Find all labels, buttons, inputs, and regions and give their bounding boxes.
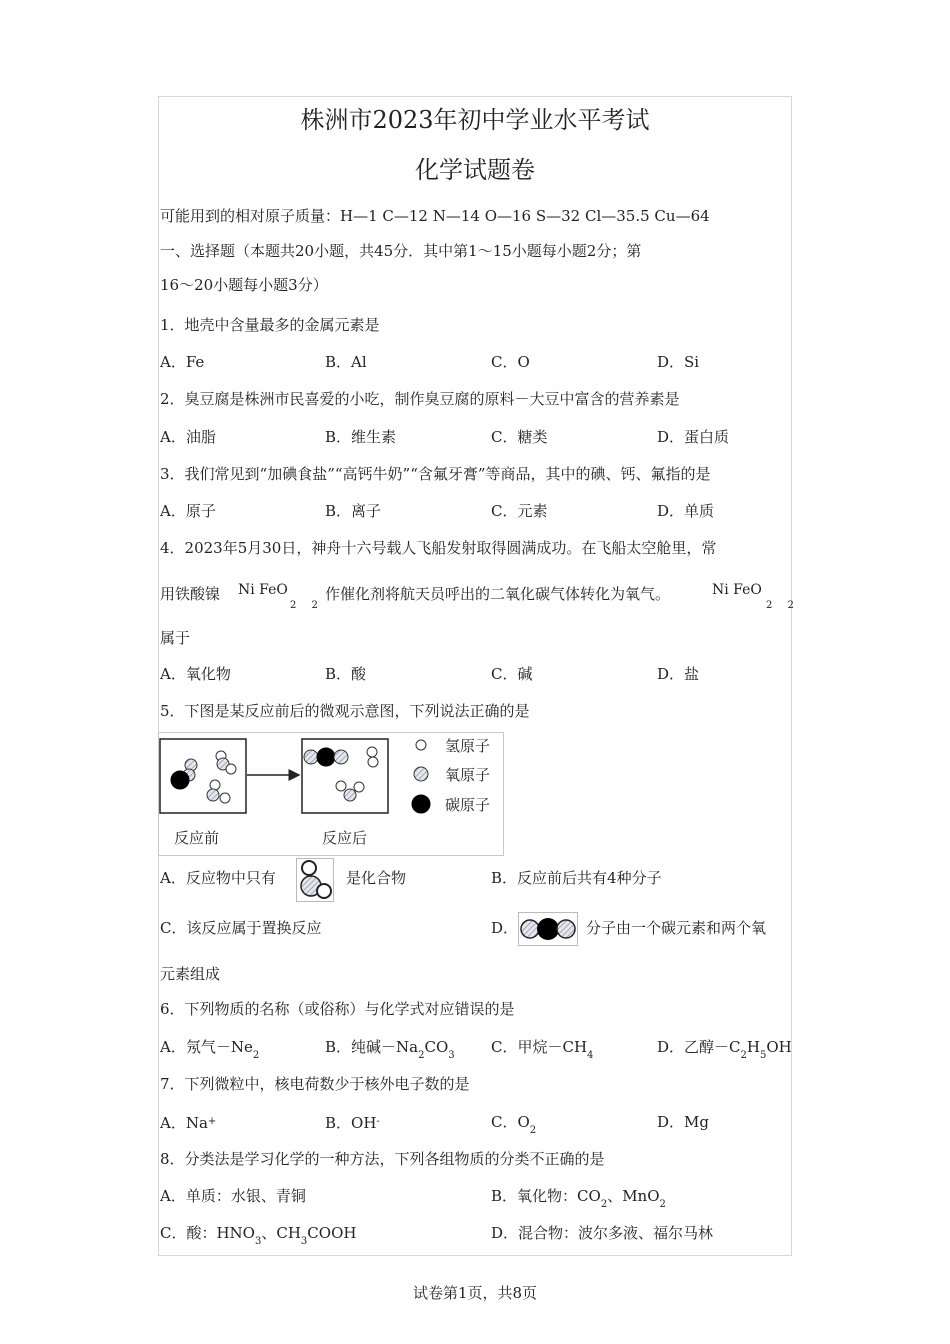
reaction-diagram	[158, 732, 504, 856]
q3-option-d[interactable]: D．单质	[657, 502, 715, 520]
q5-option-d-cont: 元素组成	[160, 965, 221, 983]
q8-option-c[interactable]	[160, 1223, 356, 1252]
q5-option-a-text: 是化合物	[346, 869, 407, 887]
q1-option-c[interactable]: C．O	[491, 353, 530, 371]
q7-a-text: A．Na	[160, 1114, 208, 1132]
oxygen-atom	[334, 750, 348, 764]
q6-stem: 6．下列物质的名称（或俗称）与化学式对应错误的是	[160, 1000, 515, 1018]
q4-formula-2: Ni FeO	[712, 582, 762, 598]
legend-hydrogen-label: 氢原子	[445, 737, 491, 755]
q2-option-d[interactable]: D．蛋白质	[657, 428, 730, 446]
q7-option-c[interactable]	[491, 1112, 536, 1141]
hydrogen-atom	[367, 747, 377, 757]
q8-b-mid: 、MnO	[607, 1187, 660, 1205]
q6-b-mid: CO	[424, 1038, 449, 1056]
atomic-masses: 可能用到的相对原子质量：H—1 C—12 N—14 O—16 S—32 Cl—35.5 Cu—64	[160, 207, 710, 225]
q1-option-b[interactable]: B．Al	[325, 353, 367, 371]
q8-b-sub1: 2	[600, 1199, 608, 1210]
q8-c-sub1: 3	[254, 1236, 262, 1247]
q4-formula-1-subs: 2 2	[290, 600, 324, 611]
q7-b-text: B．OH	[325, 1114, 377, 1132]
q8-stem: 8．分类法是学习化学的一种方法，下列各组物质的分类不正确的是	[160, 1150, 605, 1168]
oxygen-atom	[344, 789, 356, 801]
legend-carbon-icon	[412, 795, 430, 813]
q6-a-sub: 2	[252, 1050, 260, 1061]
q8-option-b[interactable]	[491, 1186, 666, 1215]
legend-hydrogen-icon	[416, 740, 426, 750]
q4-stem: 4．2023年5月30日，神舟十六号载人飞船发射取得圆满成功。在飞船太空舱里，常	[160, 539, 717, 557]
q4-stem-text-b: 作催化剂将航天员呼出的二氧化碳气体转化为氧气。	[325, 585, 671, 603]
q7-c-text: C．O	[491, 1113, 530, 1131]
q2-option-c[interactable]: C．糖类	[491, 428, 548, 446]
q6-option-a[interactable]	[160, 1037, 259, 1066]
q7-option-d[interactable]: D．Mg	[657, 1113, 709, 1131]
hydrogen-atom	[220, 793, 230, 803]
q5-stem: 5．下图是某反应前后的微观示意图，下列说法正确的是	[160, 702, 530, 720]
q5-option-d[interactable]: D．	[491, 919, 519, 937]
q6-option-b[interactable]	[325, 1037, 455, 1066]
exam-title: 株洲市2023年初中学业水平考试	[300, 106, 650, 134]
exam-subtitle: 化学试题卷	[415, 156, 535, 184]
q6-a-text: A．氖气－Ne	[160, 1038, 253, 1056]
oxygen-atom	[521, 920, 539, 938]
page-footer: 试卷第1页，共8页	[412, 1284, 538, 1302]
hydrogen-atom	[336, 781, 346, 791]
oxygen-atom	[207, 789, 219, 801]
q6-b-sub1: 2	[418, 1050, 425, 1061]
q7-option-b[interactable]	[325, 1112, 380, 1133]
carbon-atom	[317, 748, 335, 766]
q8-c-sub2: 3	[300, 1236, 308, 1247]
legend-oxygen-icon	[414, 767, 428, 781]
water-molecule	[207, 780, 230, 803]
section-heading-cont: 16～20小题每小题3分）	[160, 276, 328, 294]
q3-option-b[interactable]: B．离子	[325, 502, 382, 520]
carbon-atom	[171, 771, 189, 789]
q5-option-d-molecule-icon	[518, 912, 578, 946]
q4-formula-1: Ni FeO	[238, 582, 288, 598]
water-molecule	[216, 751, 236, 774]
hydrogen-atom	[226, 764, 236, 774]
q7-stem: 7．下列微粒中，核电荷数少于核外电子数的是	[160, 1075, 470, 1093]
q7-option-a[interactable]	[160, 1112, 216, 1133]
hydrogen-atom	[210, 780, 220, 790]
q8-c-text: C．酸：HNO	[160, 1224, 255, 1242]
carbon-atom-free	[171, 771, 189, 789]
q4-option-a[interactable]: A．氧化物	[160, 665, 231, 683]
co2-molecule	[304, 748, 348, 766]
h2-molecule	[367, 747, 378, 767]
q4-option-b[interactable]: B．酸	[325, 665, 367, 683]
hydrogen-atom	[317, 884, 331, 898]
q5-option-d-text: 分子由一个碳元素和两个氧	[586, 919, 767, 937]
q4-stem-line3: 属于	[160, 629, 191, 647]
q3-stem: 3．我们常见到“加碘食盐”“高钙牛奶”“含氟牙膏”等商品，其中的碘、钙、氟指的是	[160, 465, 711, 483]
q5-option-a-molecule-icon	[296, 858, 334, 902]
q4-stem-line2	[160, 584, 220, 604]
q5-option-b[interactable]: B．反应前后共有4种分子	[491, 869, 662, 887]
q8-c-mid: 、CH	[261, 1224, 301, 1242]
hydrogen-atom	[302, 861, 316, 875]
q2-stem: 2．臭豆腐是株洲市民喜爱的小吃，制作臭豆腐的原料－大豆中富含的营养素是	[160, 390, 680, 408]
label-after: 反应后	[322, 829, 368, 847]
q2-option-b[interactable]: B．维生素	[325, 428, 397, 446]
section-heading: 一、选择题（本题共20小题，共45分．其中第1～15小题每小题2分；第	[160, 242, 642, 260]
legend-oxygen-label: 氧原子	[445, 766, 491, 784]
q3-option-c[interactable]: C．元素	[491, 502, 548, 520]
legend-carbon-label: 碳原子	[445, 796, 491, 814]
q6-b-text: B．纯碱－Na	[325, 1038, 419, 1056]
q8-c-end: COOH	[307, 1224, 357, 1242]
q6-b-sub2: 3	[448, 1050, 455, 1061]
q7-b-sup: -	[376, 1116, 380, 1127]
q6-d-mid: H	[746, 1038, 760, 1056]
q7-a-sup: +	[207, 1116, 217, 1127]
hydrogen-atom	[354, 782, 364, 792]
q5-option-a[interactable]: A．反应物中只有	[160, 869, 276, 887]
q6-d-sub1: 2	[740, 1050, 747, 1061]
label-before: 反应前	[174, 829, 220, 847]
q5-option-c[interactable]: C．该反应属于置换反应	[160, 919, 322, 937]
q4-option-d[interactable]: D．盐	[657, 665, 700, 683]
q6-d-end: OH	[766, 1038, 792, 1056]
q6-d-text: D．乙醇－C	[657, 1038, 741, 1056]
oxygen-atom	[304, 750, 318, 764]
q6-c-text: C．甲烷－CH	[491, 1038, 588, 1056]
q1-option-d[interactable]: D．Si	[657, 353, 700, 371]
water-molecule	[336, 781, 364, 801]
carbon-atom	[537, 918, 559, 940]
q6-d-sub2: 5	[759, 1050, 767, 1061]
q7-c-sub: 2	[529, 1125, 537, 1136]
q6-option-d[interactable]	[657, 1037, 792, 1066]
q4-formula-2-subs: 2 2	[766, 600, 800, 611]
q8-b-sub2: 2	[659, 1199, 666, 1210]
q6-option-c[interactable]	[491, 1037, 593, 1066]
q4-stem-text-a: 用铁酸镍	[160, 585, 221, 603]
hydrogen-atom	[368, 757, 378, 767]
q8-b-text: B．氧化物：CO	[491, 1187, 601, 1205]
q8-option-d[interactable]: D．混合物：波尔多液、福尔马林	[491, 1224, 714, 1242]
q1-option-a[interactable]: A．Fe	[160, 353, 205, 371]
q8-option-a[interactable]: A．单质：水银、青铜	[160, 1187, 306, 1205]
oxygen-atom	[557, 920, 575, 938]
q6-c-sub: 4	[587, 1050, 594, 1061]
q4-option-c[interactable]: C．碱	[491, 665, 533, 683]
q2-option-a[interactable]: A．油脂	[160, 428, 216, 446]
q3-option-a[interactable]: A．原子	[160, 502, 216, 520]
q1-stem: 1．地壳中含量最多的金属元素是	[160, 316, 380, 334]
